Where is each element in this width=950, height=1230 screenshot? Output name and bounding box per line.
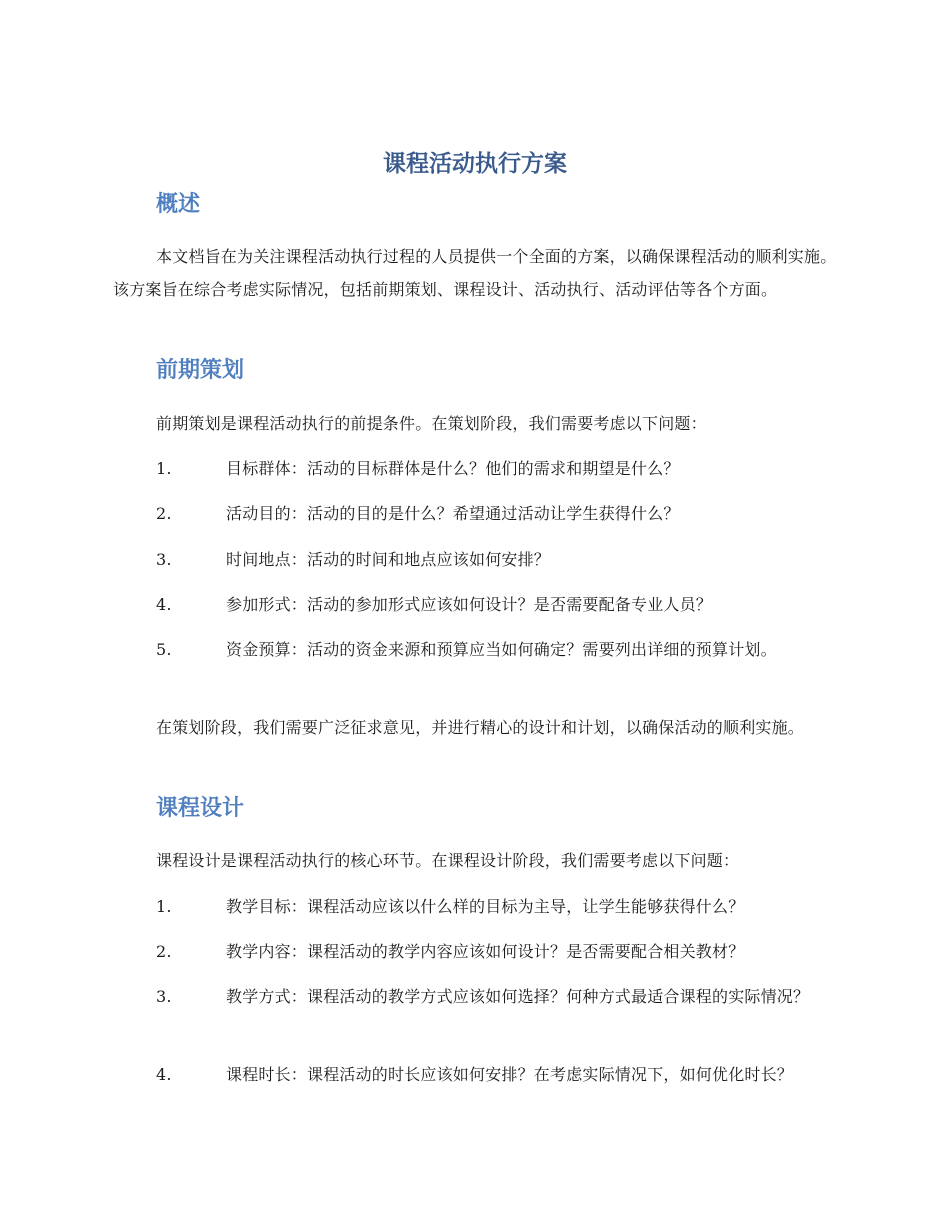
list-item-number: 3. <box>156 987 172 1006</box>
list-item-text: 教学方式：课程活动的教学方式应该如何选择？何种方式最适合课程的实际情况？ <box>226 987 810 1006</box>
list-item-number: 3. <box>156 550 172 569</box>
list-item <box>113 980 841 1013</box>
list-item <box>113 890 841 923</box>
list-item <box>113 633 841 666</box>
planning-intro: 前期策划是课程活动执行的前提条件。在策划阶段，我们需要考虑以下问题： <box>156 414 707 433</box>
list-item-number: 1. <box>156 459 172 478</box>
list-item-number: 2. <box>156 504 172 523</box>
list-item-text: 教学内容：课程活动的教学内容应该如何设计？是否需要配合相关教材？ <box>226 942 745 961</box>
list-item-text: 目标群体：活动的目标群体是什么？他们的需求和期望是什么？ <box>226 459 680 478</box>
design-intro: 课程设计是课程活动执行的核心环节。在课程设计阶段，我们需要考虑以下问题： <box>156 851 740 870</box>
list-item-text: 课程时长：课程活动的时长应该如何安排？在考虑实际情况下，如何优化时长？ <box>226 1065 794 1084</box>
list-item <box>113 497 841 530</box>
list-item-text: 资金预算：活动的资金来源和预算应当如何确定？需要列出详细的预算计划。 <box>226 640 777 659</box>
list-item-text: 时间地点：活动的时间和地点应该如何安排？ <box>226 550 551 569</box>
planning-outro: 在策划阶段，我们需要广泛征求意见，并进行精心的设计和计划，以确保活动的顺利实施。 <box>156 718 805 737</box>
heading-planning: 前期策划 <box>156 358 245 383</box>
list-item-number: 4. <box>156 1065 172 1084</box>
document-title: 课程活动执行方案 <box>383 151 567 177</box>
heading-overview: 概述 <box>156 192 201 217</box>
list-item-text: 教学目标：课程活动应该以什么样的目标为主导，让学生能够获得什么？ <box>226 897 745 916</box>
list-item-number: 2. <box>156 942 172 961</box>
list-item-text: 活动目的：活动的目的是什么？希望通过活动让学生获得什么？ <box>226 504 680 523</box>
heading-design: 课程设计 <box>156 796 245 821</box>
list-item <box>113 1058 841 1091</box>
list-item-number: 4. <box>156 595 172 614</box>
list-item <box>113 452 841 485</box>
list-item <box>113 588 841 621</box>
list-item <box>113 935 841 968</box>
list-item-text: 参加形式：活动的参加形式应该如何设计？是否需要配备专业人员？ <box>226 595 713 614</box>
list-item <box>113 543 841 576</box>
list-item-number: 5. <box>156 640 172 659</box>
list-item-number: 1. <box>156 897 172 916</box>
overview-paragraph: 本文档旨在为关注课程活动执行过程的人员提供一个全面的方案，以确保课程活动的顺利实施。该方案旨在综合考虑实际情况，包括前期策划、课程设计、活动执行、活动评估等各个方面。 <box>113 247 837 299</box>
